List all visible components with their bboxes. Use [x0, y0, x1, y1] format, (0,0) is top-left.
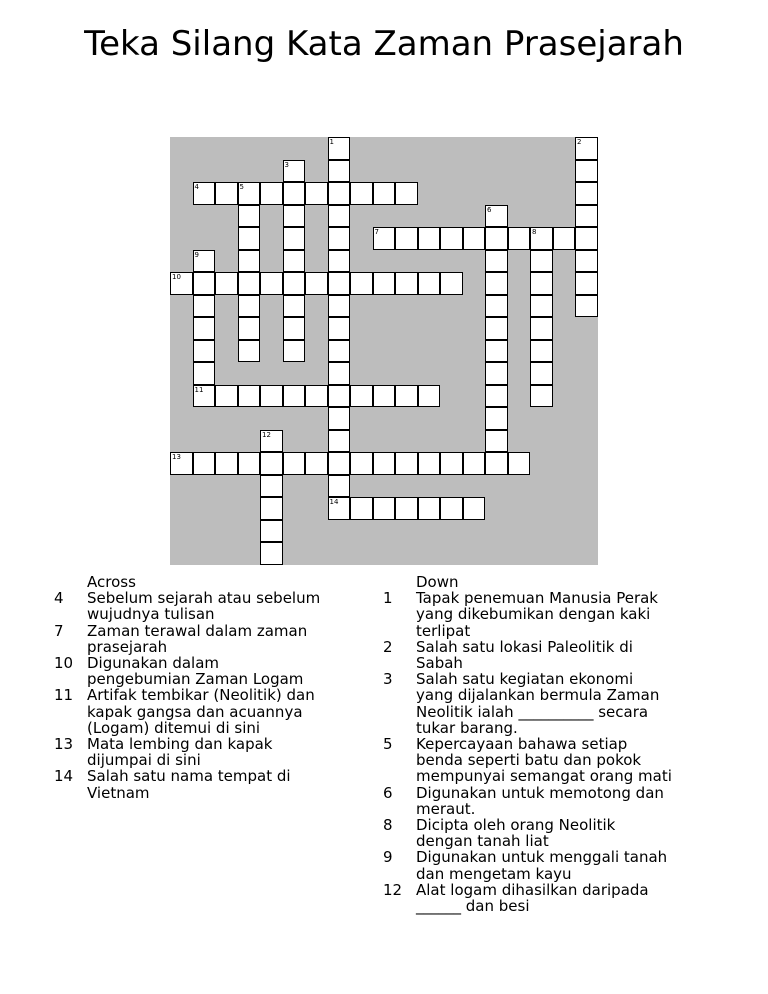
grid-cell[interactable] — [485, 452, 508, 475]
grid-cell[interactable] — [350, 452, 373, 475]
grid-cell[interactable] — [395, 385, 418, 408]
grid-cell[interactable] — [328, 250, 351, 273]
grid-cell[interactable] — [575, 295, 598, 318]
clue-across-4 — [54, 590, 324, 622]
grid-cell[interactable] — [530, 385, 553, 408]
grid-cell[interactable] — [575, 250, 598, 273]
cell-number: 2 — [577, 138, 582, 146]
clue-down-1 — [383, 590, 673, 639]
clue-text: Salah satu lokasi Paleolitik di Sabah — [416, 637, 633, 673]
grid-cell[interactable] — [395, 227, 418, 250]
grid-cell[interactable] — [193, 295, 216, 318]
grid-cell[interactable] — [350, 272, 373, 295]
grid-cell[interactable] — [215, 182, 238, 205]
clue-number: 13 — [54, 735, 74, 754]
clue-down-9 — [383, 849, 673, 881]
clue-down-12 — [383, 882, 673, 914]
grid-cell[interactable] — [530, 340, 553, 363]
grid-cell[interactable] — [193, 452, 216, 475]
grid-cell[interactable] — [193, 182, 216, 205]
grid-cell[interactable] — [283, 160, 306, 183]
grid-cell[interactable] — [238, 182, 261, 205]
clue-text: Digunakan untuk memotong dan meraut. — [416, 783, 664, 818]
grid-cell[interactable] — [328, 227, 351, 250]
clue-text: Mata lembing dan kapak dijumpai di sini — [87, 735, 273, 770]
grid-cell[interactable] — [193, 385, 216, 408]
grid-cell[interactable] — [373, 385, 396, 408]
grid-cell[interactable] — [283, 295, 306, 318]
clue-down-6 — [383, 785, 673, 817]
grid-cell[interactable] — [418, 272, 441, 295]
grid-cell[interactable] — [193, 317, 216, 340]
crossword-grid — [170, 137, 598, 565]
across-heading: Across — [87, 573, 136, 591]
grid-cell[interactable] — [463, 452, 486, 475]
grid-cell[interactable] — [485, 385, 508, 408]
grid-cell[interactable] — [328, 317, 351, 340]
grid-cell[interactable] — [530, 250, 553, 273]
grid-cell[interactable] — [373, 452, 396, 475]
grid-cell[interactable] — [395, 272, 418, 295]
grid-cell[interactable] — [260, 452, 283, 475]
grid-cell[interactable] — [530, 227, 553, 250]
grid-cell[interactable] — [373, 272, 396, 295]
grid-cell[interactable] — [283, 317, 306, 340]
grid-cell[interactable] — [283, 272, 306, 295]
grid-cell[interactable] — [485, 205, 508, 228]
clue-number: 10 — [54, 654, 74, 673]
clue-number: 5 — [383, 735, 393, 754]
grid-cell[interactable] — [328, 475, 351, 498]
grid-cell[interactable] — [328, 497, 351, 520]
grid-cell[interactable] — [238, 250, 261, 273]
clue-text: Artifak tembikar (Neolitik) dan kapak gangsa dan acuannya (Logam) ditemui di sini — [87, 686, 315, 737]
grid-cell[interactable] — [485, 407, 508, 430]
cell-number: 1 — [329, 138, 334, 146]
grid-cell[interactable] — [328, 137, 351, 160]
grid-cell[interactable] — [328, 272, 351, 295]
grid-cell[interactable] — [418, 497, 441, 520]
cell-number: 8 — [532, 228, 537, 236]
grid-cell[interactable] — [260, 385, 283, 408]
clue-text: Zaman terawal dalam zaman prasejarah — [87, 621, 308, 656]
grid-cell[interactable] — [260, 520, 283, 543]
grid-cell[interactable] — [350, 497, 373, 520]
grid-cell[interactable] — [373, 497, 396, 520]
grid-cell[interactable] — [283, 182, 306, 205]
grid-cell[interactable] — [575, 137, 598, 160]
clue-number: 1 — [383, 589, 393, 608]
grid-cell[interactable] — [485, 272, 508, 295]
grid-cell[interactable] — [575, 227, 598, 250]
grid-cell[interactable] — [238, 452, 261, 475]
clue-text: Alat logam dihasilkan daripada ______ dan besi — [416, 880, 649, 916]
clue-down-5 — [383, 736, 673, 785]
clue-across-7 — [54, 623, 324, 655]
grid-cell[interactable] — [238, 227, 261, 250]
grid-cell[interactable] — [530, 362, 553, 385]
clue-number: 8 — [383, 816, 393, 835]
grid-cell[interactable] — [215, 452, 238, 475]
grid-cell[interactable] — [328, 452, 351, 475]
clue-down-3 — [383, 671, 673, 736]
grid-cell[interactable] — [238, 205, 261, 228]
grid-cell[interactable] — [328, 385, 351, 408]
grid-cell[interactable] — [463, 497, 486, 520]
cell-number: 4 — [194, 183, 199, 191]
across-clues — [54, 574, 324, 801]
grid-cell[interactable] — [395, 452, 418, 475]
clue-text: Digunakan dalam pengebumian Zaman Logam — [87, 654, 304, 689]
grid-cell[interactable] — [215, 385, 238, 408]
grid-cell[interactable] — [260, 475, 283, 498]
grid-cell[interactable] — [530, 295, 553, 318]
clue-number: 7 — [54, 621, 64, 640]
grid-cell[interactable] — [485, 362, 508, 385]
grid-cell[interactable] — [283, 250, 306, 273]
grid-cell[interactable] — [238, 385, 261, 408]
grid-cell[interactable] — [553, 227, 576, 250]
clue-number: 14 — [54, 767, 74, 786]
clue-across-11 — [54, 687, 324, 736]
grid-cell[interactable] — [238, 295, 261, 318]
clue-text: Salah satu nama tempat di Vietnam — [87, 767, 291, 802]
grid-cell[interactable] — [215, 272, 238, 295]
grid-cell[interactable] — [440, 272, 463, 295]
clue-text: Kepercayaan bahawa setiap benda seperti batu dan pokok mempunyai semangat orang mati — [416, 735, 672, 786]
clue-number: 3 — [383, 670, 393, 689]
clue-across-14 — [54, 768, 324, 800]
grid-cell[interactable] — [193, 362, 216, 385]
grid-cell[interactable] — [328, 430, 351, 453]
grid-cell[interactable] — [575, 272, 598, 295]
grid-cell[interactable] — [328, 362, 351, 385]
grid-cell[interactable] — [418, 385, 441, 408]
grid-cell[interactable] — [238, 340, 261, 363]
clue-number: 2 — [383, 637, 393, 656]
grid-cell[interactable] — [305, 272, 328, 295]
clue-across-10 — [54, 655, 324, 687]
grid-cell[interactable] — [575, 182, 598, 205]
grid-cell[interactable] — [328, 160, 351, 183]
grid-cell[interactable] — [485, 250, 508, 273]
page-title: Teka Silang Kata Zaman Prasejarah — [84, 24, 684, 64]
grid-cell[interactable] — [440, 452, 463, 475]
grid-cell[interactable] — [395, 182, 418, 205]
grid-cell[interactable] — [193, 250, 216, 273]
clue-text: Tapak penemuan Manusia Perak yang dikebumikan dengan kaki terlipat — [416, 589, 658, 640]
cell-number: 3 — [284, 160, 289, 169]
clue-across-13 — [54, 736, 324, 768]
cell-number: 12 — [262, 430, 271, 439]
clue-down-8 — [383, 817, 673, 849]
clue-number: 6 — [383, 783, 393, 802]
grid-cell[interactable] — [305, 452, 328, 475]
cell-number: 5 — [239, 183, 244, 191]
grid-cell[interactable] — [193, 340, 216, 363]
down-clues — [383, 574, 673, 914]
clue-text: Digunakan untuk menggali tanah dan mengetam kayu — [416, 848, 668, 883]
clue-down-2 — [383, 639, 673, 671]
grid-cell[interactable] — [328, 340, 351, 363]
clue-text: Dicipta oleh orang Neolitik dengan tanah liat — [416, 816, 616, 851]
grid-cell[interactable] — [283, 205, 306, 228]
grid-cell[interactable] — [350, 182, 373, 205]
grid-cell[interactable] — [328, 205, 351, 228]
grid-cell[interactable] — [418, 452, 441, 475]
grid-cell[interactable] — [440, 227, 463, 250]
grid-cell[interactable] — [328, 295, 351, 318]
grid-cell[interactable] — [373, 227, 396, 250]
grid-cell[interactable] — [508, 452, 531, 475]
grid-cell[interactable] — [485, 340, 508, 363]
grid-cell[interactable] — [485, 295, 508, 318]
grid-cell[interactable] — [283, 452, 306, 475]
grid-cell[interactable] — [260, 182, 283, 205]
grid-cell[interactable] — [260, 272, 283, 295]
grid-cell[interactable] — [373, 182, 396, 205]
grid-cell[interactable] — [350, 385, 373, 408]
clue-text: Sebelum sejarah atau sebelum wujudnya tulisan — [87, 589, 321, 624]
grid-cell[interactable] — [418, 227, 441, 250]
grid-cell[interactable] — [395, 497, 418, 520]
grid-cell[interactable] — [485, 430, 508, 453]
clue-text: Salah satu kegiatan ekonomi yang dijalankan bermula Zaman Neolitik ialah __________ secara tukar barang. — [416, 670, 660, 737]
grid-cell[interactable] — [238, 272, 261, 295]
grid-cell[interactable] — [485, 227, 508, 250]
grid-cell[interactable] — [283, 340, 306, 363]
grid-cell[interactable] — [530, 317, 553, 340]
grid-cell[interactable] — [530, 272, 553, 295]
cell-number: 11 — [194, 385, 204, 394]
grid-cell[interactable] — [260, 542, 283, 565]
grid-cell[interactable] — [260, 430, 283, 453]
grid-cell[interactable] — [575, 160, 598, 183]
grid-cell[interactable] — [305, 182, 328, 205]
grid-cell[interactable] — [575, 205, 598, 228]
grid-cell[interactable] — [328, 182, 351, 205]
grid-cell[interactable] — [170, 452, 193, 475]
grid-cell[interactable] — [283, 227, 306, 250]
grid-cell[interactable] — [508, 227, 531, 250]
clue-number: 11 — [54, 686, 74, 705]
grid-cell[interactable] — [328, 407, 351, 430]
grid-cell[interactable] — [283, 385, 306, 408]
grid-cell[interactable] — [193, 272, 216, 295]
clue-number: 9 — [383, 848, 393, 867]
grid-cell[interactable] — [260, 497, 283, 520]
cell-number: 10 — [172, 273, 181, 281]
clue-number: 12 — [383, 880, 403, 899]
grid-cell[interactable] — [238, 317, 261, 340]
grid-cell[interactable] — [440, 497, 463, 520]
cell-number: 13 — [172, 453, 181, 461]
grid-cell[interactable] — [170, 272, 193, 295]
clue-number: 4 — [54, 589, 64, 608]
cell-number: 6 — [487, 205, 492, 214]
down-heading: Down — [416, 573, 459, 591]
grid-cell[interactable] — [485, 317, 508, 340]
grid-cell[interactable] — [305, 385, 328, 408]
cell-number: 14 — [329, 498, 339, 506]
grid-cell[interactable] — [463, 227, 486, 250]
cell-number: 7 — [374, 228, 379, 236]
cell-number: 9 — [194, 250, 199, 259]
